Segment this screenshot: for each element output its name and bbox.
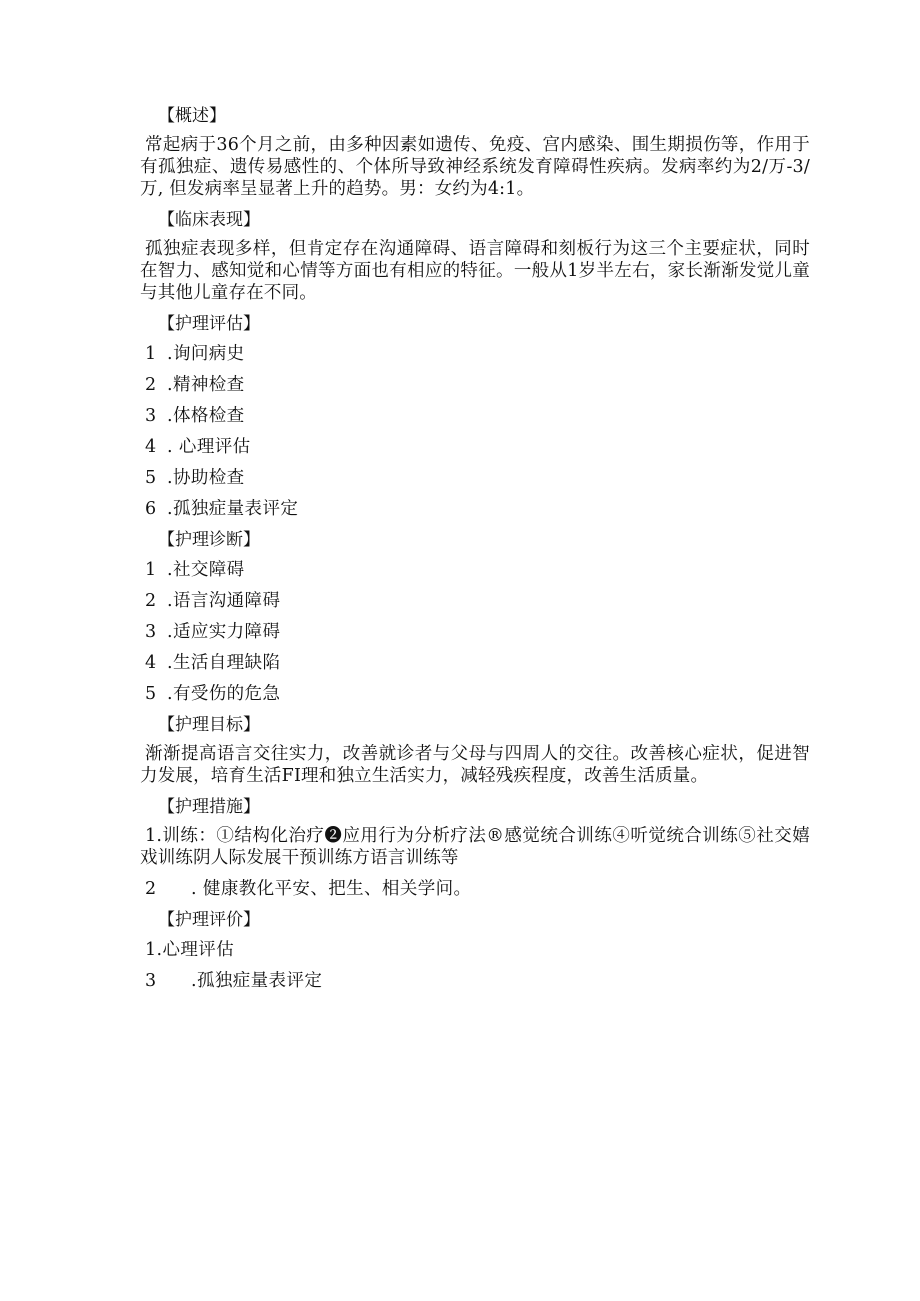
diagnosis-item — [145, 589, 810, 613]
measures-item-1 — [140, 825, 810, 869]
overview-text: 常起病于36个月之前，由多种因素如遗传、免疫、宫内感染、围生期损伤等，作用于有孤独症、遗传易感性的、个体所导致神经系统发育障碍性疾病。发病率约为2/万-3/万, 但发病率呈显著上升的趋势。男：女约为4:1。 — [140, 135, 810, 199]
diagnosis-item — [145, 620, 810, 644]
item-number: 3 — [145, 622, 157, 642]
item-text: . 健康教化平安、把生、相关学问。 — [191, 879, 472, 899]
clinical-text: 孤独症表现多样，但肯定存在沟通障碍、语言障碍和刻板行为这三个主要症状，同时在智力、感知觉和心情等方面也有相应的特征。一般从1岁半左右，家长渐渐发觉儿童与其他儿童存在不同。 — [140, 239, 810, 303]
assessment-heading: 【护理评估】 — [158, 314, 260, 334]
assessment-item — [145, 435, 810, 459]
item-number: 5 — [145, 684, 157, 704]
item-number: 5 — [145, 468, 157, 488]
item-text: .精神检查 — [167, 375, 245, 395]
item-number: 3 — [145, 971, 157, 991]
diagnosis-item — [145, 651, 810, 675]
item-text: .语言沟通障碍 — [167, 591, 281, 611]
item-number: 4 — [145, 437, 157, 457]
assessment-item — [145, 466, 810, 490]
assessment-item — [145, 497, 810, 521]
document-content — [140, 104, 810, 1000]
evaluation-heading: 【护理评价】 — [158, 910, 260, 930]
item-text: .生活自理缺陷 — [167, 653, 281, 673]
item-number: 6 — [145, 499, 157, 519]
item-text: .心理评估 — [156, 940, 235, 960]
item-text: .适应实力障碍 — [167, 622, 281, 642]
item-number: 4 — [145, 653, 157, 673]
item-text: .训练：①结构化治疗❷应用行为分析疗法®感觉统合训练④听觉统合训练⑤社交嬉戏训练阴人际发展干预训练方语言训练等 — [140, 826, 810, 868]
item-text: .孤独症量表评定 — [167, 499, 299, 519]
goals-heading: 【护理目标】 — [158, 715, 260, 735]
clinical-heading: 【临床表现】 — [158, 210, 260, 230]
diagnosis-item — [145, 558, 810, 582]
measures-heading: 【护理措施】 — [158, 797, 260, 817]
assessment-item — [145, 342, 810, 366]
diagnosis-item — [145, 682, 810, 706]
assessment-item — [145, 404, 810, 428]
item-number: 2 — [145, 879, 157, 899]
item-text: .社交障碍 — [167, 560, 245, 580]
item-text: .有受伤的危急 — [167, 684, 281, 704]
item-number: 1 — [145, 344, 157, 364]
overview-heading: 【概述】 — [158, 106, 226, 126]
item-number: 1 — [145, 826, 157, 846]
assessment-item — [145, 373, 810, 397]
evaluation-item-2 — [145, 969, 810, 993]
evaluation-item-1 — [145, 938, 810, 962]
item-text: .孤独症量表评定 — [191, 971, 323, 991]
item-number: 2 — [145, 375, 157, 395]
item-number: 1 — [145, 560, 157, 580]
diagnosis-heading: 【护理诊断】 — [158, 530, 260, 550]
goals-text: 渐渐提高语言交往实力，改善就诊者与父母与四周人的交往。改善核心症状，促进智力发展，培育生活FI理和独立生活实力，减轻残疾程度，改善生活质量。 — [140, 744, 810, 786]
item-text: . 心理评估 — [167, 437, 251, 457]
item-text: .询问病史 — [167, 344, 245, 364]
item-number: 2 — [145, 591, 157, 611]
item-text: .体格检查 — [167, 406, 245, 426]
measures-item-2 — [145, 877, 810, 901]
item-text: .协助检查 — [167, 468, 245, 488]
item-number: 1 — [145, 940, 157, 960]
item-number: 3 — [145, 406, 157, 426]
